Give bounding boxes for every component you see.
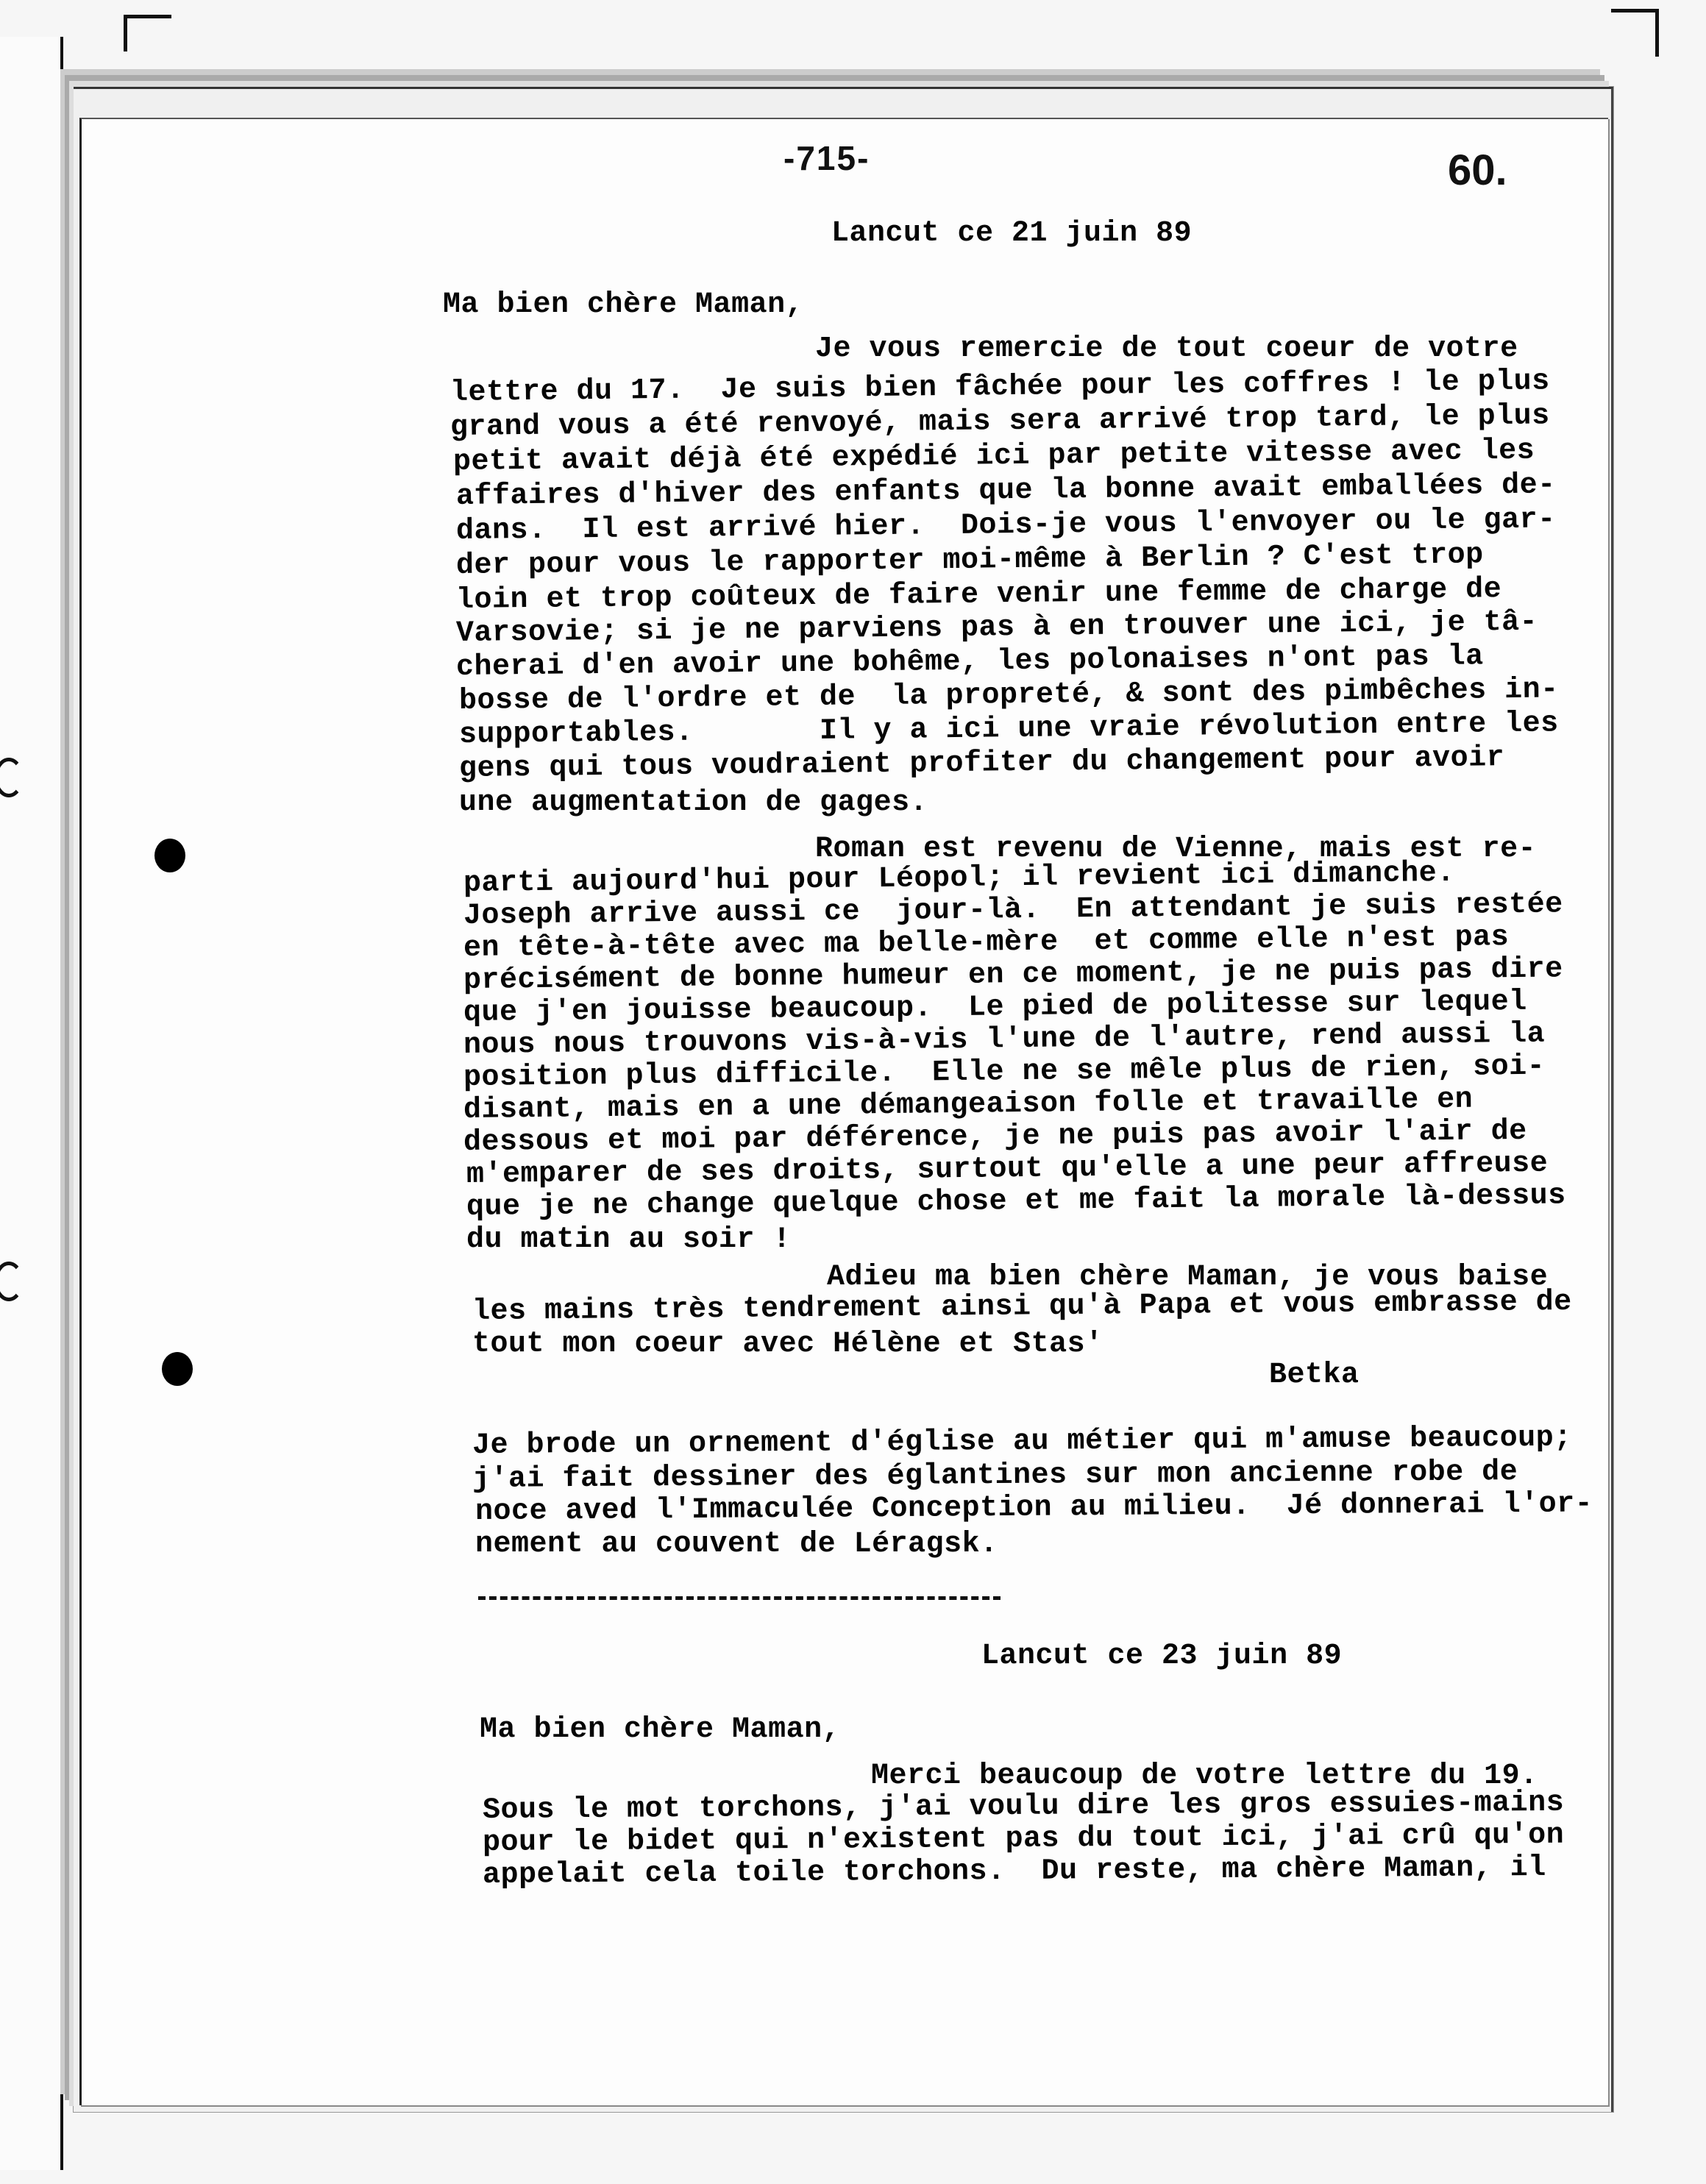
letter2-heading: Lancut ce 23 juin 89 bbox=[981, 1640, 1343, 1673]
punch-hole bbox=[154, 839, 185, 872]
page-number-typed: -715- bbox=[783, 139, 870, 177]
body-line: lettre du 17. Je suis bien fâchée pour les coffres ! le plus bbox=[449, 365, 1550, 410]
body-line: appelait cela toile torchons. Du reste, ma chère Maman, il bbox=[482, 1851, 1546, 1892]
body-line: cherai d'en avoir une bohême, les polonaises n'ont pas la bbox=[455, 640, 1484, 684]
body-line: que je ne change quelque chose et me fait la morale là-dessus bbox=[466, 1179, 1566, 1224]
body-line: dessous et moi par déférence, je ne puis pas avoir l'air de bbox=[463, 1114, 1527, 1159]
crop-mark-top-right bbox=[1611, 9, 1659, 57]
body-line: tout mon coeur avec Hélène et Stas' bbox=[472, 1328, 1103, 1361]
body-line: grand vous a été renvoyé, mais sera arrivé trop tard, le plus bbox=[449, 399, 1550, 444]
body-line: les mains très tendrement ainsi qu'à Papa et vous embrasse de bbox=[472, 1285, 1572, 1328]
section-divider bbox=[478, 1596, 1001, 1600]
body-line: der pour vous le rapporter moi-même à Berlin ? C'est trop bbox=[455, 538, 1484, 583]
letter1-salutation: Ma bien chère Maman, bbox=[443, 288, 804, 321]
body-line: bosse de l'ordre et de la propreté, & sont des pimbêches in- bbox=[458, 673, 1559, 718]
letter1-heading: Lancut ce 21 juin 89 bbox=[831, 217, 1193, 250]
letter2-salutation: Ma bien chère Maman, bbox=[480, 1713, 841, 1746]
body-line: Je vous remercie de tout coeur de votre bbox=[815, 332, 1518, 366]
body-line: loin et trop coûteux de faire venir une femme de charge de bbox=[455, 573, 1502, 617]
body-line: gens qui tous voudraient profiter du changement pour avoir bbox=[458, 741, 1505, 786]
body-line: position plus difficile. Elle ne se mêle plus de rien, soi- bbox=[463, 1050, 1546, 1095]
page-number-handwritten: 60. bbox=[1448, 146, 1507, 194]
body-line: nement au couvent de Léragsk. bbox=[475, 1528, 998, 1561]
body-line: affaires d'hiver des enfants que la bonne avait emballées de- bbox=[455, 469, 1556, 513]
body-line: Sous le mot torchons, j'ai voulu dire les gros essuies-mains bbox=[482, 1786, 1565, 1827]
body-line: en tête-à-tête avec ma belle-mère et comme elle n'est pas bbox=[463, 921, 1510, 965]
body-line: Je brode un ornement d'église au métier qui m'amuse beaucoup; bbox=[472, 1421, 1572, 1462]
body-line: pour le bidet qui n'existent pas du tout ici, j'ai crû qu'on bbox=[482, 1818, 1565, 1860]
body-line: du matin au soir ! bbox=[466, 1223, 792, 1256]
body-line: m'emparer de ses droits, surtout qu'elle a une peur affreuse bbox=[466, 1147, 1549, 1192]
body-line: nous nous trouvons vis-à-vis l'une de l'autre, rend aussi la bbox=[463, 1017, 1546, 1062]
adjacent-page-edge bbox=[0, 37, 63, 2170]
body-line: dans. Il est arrivé hier. Dois-je vous l'envoyer ou le gar- bbox=[455, 503, 1556, 548]
body-line: noce aved l'Immaculée Conception au milieu. Jé donnerai l'or- bbox=[475, 1487, 1593, 1529]
body-line: petit avait déjà été expédié ici par petite vitesse avec les bbox=[452, 434, 1535, 479]
punch-hole bbox=[162, 1352, 193, 1386]
body-line: Merci beaucoup de votre lettre du 19. bbox=[871, 1760, 1538, 1793]
body-line: que j'en jouisse beaucoup. Le pied de politesse sur lequel bbox=[463, 985, 1527, 1030]
body-line: supportables. Il y a ici une vraie révolution entre les bbox=[458, 707, 1559, 752]
body-line: Joseph arrive aussi ce jour-là. En attendant je suis restée bbox=[463, 888, 1563, 933]
body-line: j'ai fait dessiner des églantines sur mon ancienne robe de bbox=[472, 1456, 1518, 1496]
crop-mark-top-left bbox=[124, 15, 171, 51]
body-line: Roman est revenu de Vienne, mais est re- bbox=[815, 833, 1537, 866]
body-line: disant, mais en a une démangeaison folle et travaille en bbox=[463, 1083, 1474, 1127]
body-line: une augmentation de gages. bbox=[459, 786, 928, 819]
body-line: Adieu ma bien chère Maman, je vous baise bbox=[827, 1261, 1549, 1294]
body-line: parti aujourd'hui pour Léopol; il revient ici dimanche. bbox=[463, 856, 1455, 900]
letter1-signature: Betka bbox=[1269, 1359, 1360, 1392]
body-line: Varsovie; si je ne parviens pas à en trouver une ici, je tâ- bbox=[455, 605, 1538, 650]
body-line: précisément de bonne humeur en ce moment, je ne puis pas dire bbox=[463, 953, 1563, 997]
